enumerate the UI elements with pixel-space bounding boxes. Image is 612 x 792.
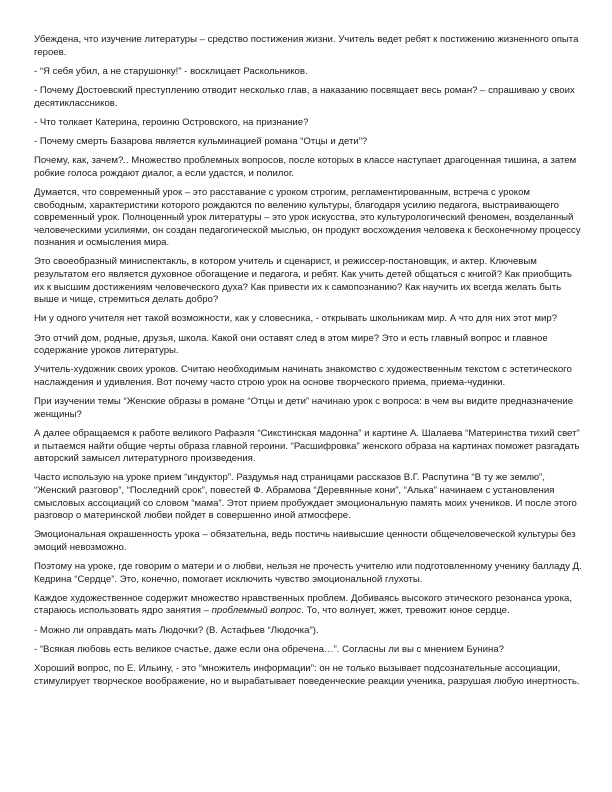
paragraph: При изучении темы “Женские образы в романе “Отцы и дети” начинаю урок с вопроса: в чем вы видите предназначение женщины? <box>34 396 574 420</box>
paragraph: Почему, как, зачем?.. Множество проблемных вопросов, после которых в классе наступает драгоценная тишина, а затем робкие голоса рождают диалог, а если удастся, и полилог. <box>34 155 577 179</box>
paragraph: Это отчий дом, родные, друзья, школа. Какой они оставят след в этом мире? Это и есть главный вопрос и главное содержание уроков литературы. <box>34 332 548 357</box>
paragraph: - Можно ли оправдать мать Людочки? (В. Астафьев “Людочка”). <box>34 624 319 636</box>
emphasis-text: проблемный вопрос <box>211 605 302 617</box>
paragraph: Думается, что современный урок – это расставание с уроком строгим, регламентированным, встреча с уроком свободным, характеристики которого рождаются по велению культуры, благодаря усилию педагога, выстраивающего современный урок. Полноценный урок литературы – это урок искусства, это культурологический феномен, возделанный человеческими усилиями, он создан педагогической мыслью, он продукт восхождения человека к бесконечному процессу познания и осмысления мира. <box>34 186 581 249</box>
paragraph: - Что толкает Катерина, героиню Островского, на признание? <box>34 116 309 128</box>
document-page <box>34 34 582 695</box>
paragraph: А далее обращаемся к работе великого Рафаэля “Сикстинская мадонна” и картине А. Шалаева “Материнства тихий свет” и пытаемся найти общие черты образа главной героини. “Расшифровка” женского образа на картинах поможет разгадать авторский замысел литературного произведения. <box>34 427 580 465</box>
paragraph: Ни у одного учителя нет такой возможности, как у словесника, - открывать школьникам мир. А что для них этот мир? <box>34 313 558 325</box>
paragraph: - Почему смерть Базарова является кульминацией романа “Отцы и дети”? <box>34 135 368 147</box>
paragraph: - Почему Достоевский преступлению отводит несколько глав, а наказанию посвящает весь роман? – спрашиваю у своих десятиклассников. <box>34 84 575 109</box>
paragraph: - “Я себя убил, а не старушонку!” - восклицает Раскольников. <box>34 65 308 77</box>
paragraph: Убеждена, что изучение литературы – средство постижения жизни. Учитель ведет ребят к постижению жизненного опыта героев. <box>34 34 579 58</box>
paragraph: Это своеобразный миниспектакль, в котором учитель и сценарист, и режиссер-постановщик, и актер. Ключевым результатом его является духовное обогащение и педагога, и ребят. Как учить детей общаться с книгой? Как приобщить их к высшим достижениям человеческого духа? Как привести их к самопознанию? Как научить их всегда желать быть выше и чище, стремиться делать добро? <box>34 256 572 306</box>
paragraph-text-after: . То, что волнует, жжет, тревожит юное сердце. <box>301 605 510 617</box>
paragraph: Поэтому на уроке, где говорим о матери и о любви, нельзя не прочесть учителю или подготовленному ученику балладу Д. Кедрина “Сердце”. Это, конечно, помогает исключить чувство эмоциональной глухоты. <box>34 561 582 585</box>
paragraph: Учитель-художник своих уроков. Считаю необходимым начинать знакомство с художественным текстом с эстетического наслаждения и удивления. Вот почему часто строю урок на основе творческого приема, приема-чудинки. <box>34 364 572 388</box>
paragraph: Эмоциональная окрашенность урока – обязательна, ведь постичь наивысшие ценности общечеловеческой культуры без эмоций невозможно. <box>34 529 576 553</box>
paragraph-text-before: Каждое художественное содержит множество нравственных проблем. Добиваясь высокого этического резонанса урока, стараюсь использовать ядро занятия – <box>34 592 573 617</box>
paragraph: Хороший вопрос, по Е. Ильину, - это “множитель информации”: он не только вызывает подсознательные ассоциации, стимулирует творческое воображение, но и вырабатывает поведенческие реакции ученика, разрушая любую инертность. <box>34 663 580 687</box>
paragraph-with-emphasis <box>34 593 582 618</box>
paragraph: Часто использую на уроке прием “индуктор”. Раздумья над страницами рассказов В.Г. Распутина “В ту же землю”, “Женский разговор”, “Последний срок”, повестей Ф. Абрамова “Деревянные кони”, “Алька” начинаем с установления смысловых ассоциаций со словом “мама”. Этот прием пробуждает эмоциональную память моих учеников. И после этого разговор о материнской любви пойдет в совершенно иной атмосфере. <box>34 472 577 522</box>
paragraph: - “Всякая любовь есть великое счастье, даже если она обречена…”. Согласны ли вы с мнением Бунина? <box>34 643 504 655</box>
